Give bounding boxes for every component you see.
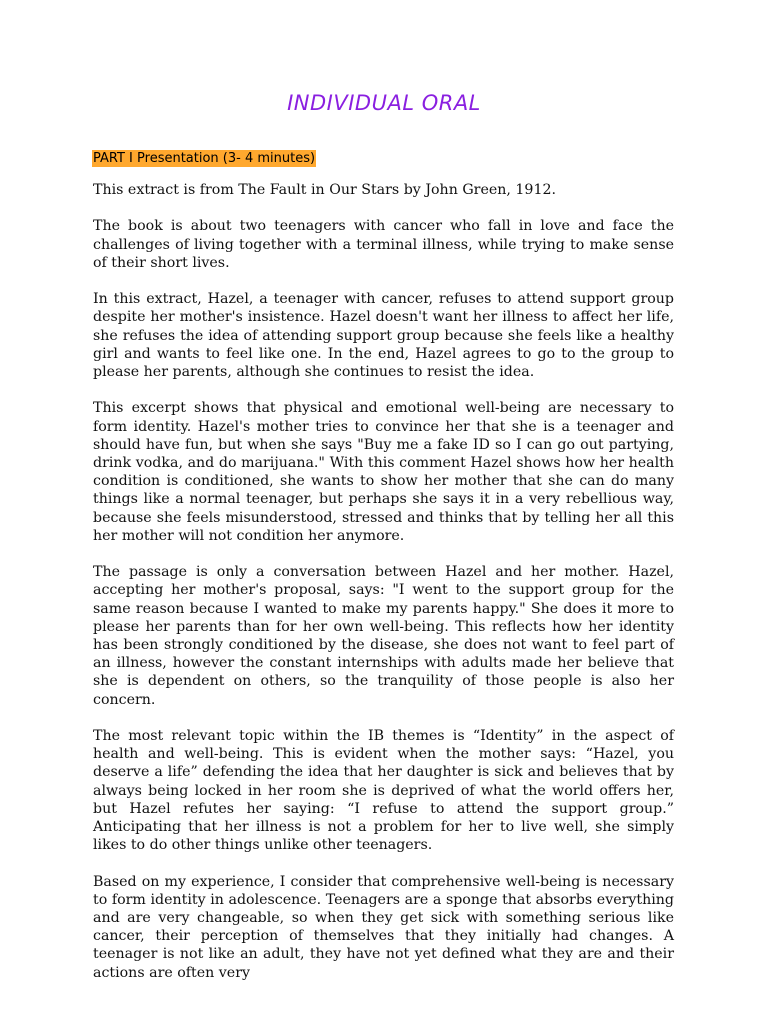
document-body bbox=[93, 181, 674, 1000]
paragraph-conversation: The passage is only a conversation between Hazel and her mother. Hazel, accepting her mother's proposal, says: "I went to the support group for the same reason because I wanted to make my parents happy." She does it more to please her parents than for her own well-being. This reflects how her identity has been strongly conditioned by the disease, she does not want to feel part of an illness, however the constant internships with adults made her believe that she is dependent on others, so the tranquility of those people is also her concern. bbox=[93, 564, 674, 708]
paragraph-book-summary: The book is about two teenagers with cancer who fall in love and face the challenges of living together with a terminal illness, while trying to make sense of their short lives. bbox=[93, 218, 674, 271]
paragraph-experience: Based on my experience, I consider that comprehensive well-being is necessary to form identity in adolescence. Teenagers are a sponge that absorbs everything and are very changeable, so when they get sick with something serious like cancer, their perception of themselves that they initially had changes. A teenager is not like an adult, they have not yet defined what they are and their actions are often very bbox=[93, 873, 674, 981]
document-title: INDIVIDUAL ORAL bbox=[287, 91, 481, 115]
paragraph-wellbeing: This excerpt shows that physical and emotional well-being are necessary to form identity. Hazel's mother tries to convince her that she is a teenager and should have fun, but when she says "Buy me a fake ID so I can go out partying, drink vodka, and do marijuana." With this comment Hazel shows how her health condition is conditioned, she wants to show her mother that she can do many things like a normal teenager, but perhaps she says it in a very rebellious way, because she feels misunderstood, stressed and thinks that by telling her all this her mother will not condition her anymore. bbox=[93, 400, 674, 544]
paragraph-source: This extract is from The Fault in Our Stars by John Green, 1912. bbox=[93, 182, 557, 198]
paragraph-ib-theme: The most relevant topic within the IB themes is “Identity” in the aspect of health and well-being. This is evident when the mother says: “Hazel, you deserve a life” defending the idea that her daughter is sick and believes that by always being locked in her room she is deprived of what the world offers her, but Hazel refutes her saying: “I refuse to attend the support group.” Anticipating that her illness is not a problem for her to live well, she simply likes to do other things unlike other teenagers. bbox=[93, 728, 674, 854]
paragraph-extract-summary: In this extract, Hazel, a teenager with cancer, refuses to attend support group despite her mother's insistence. Hazel doesn't want her illness to affect her life, she refuses the idea of attending support group because she feels like a healthy girl and wants to feel like one. In the end, Hazel agrees to go to the group to please her parents, although she continues to resist the idea. bbox=[93, 291, 674, 380]
section-heading-part-1: PART I Presentation (3- 4 minutes) bbox=[93, 151, 316, 166]
